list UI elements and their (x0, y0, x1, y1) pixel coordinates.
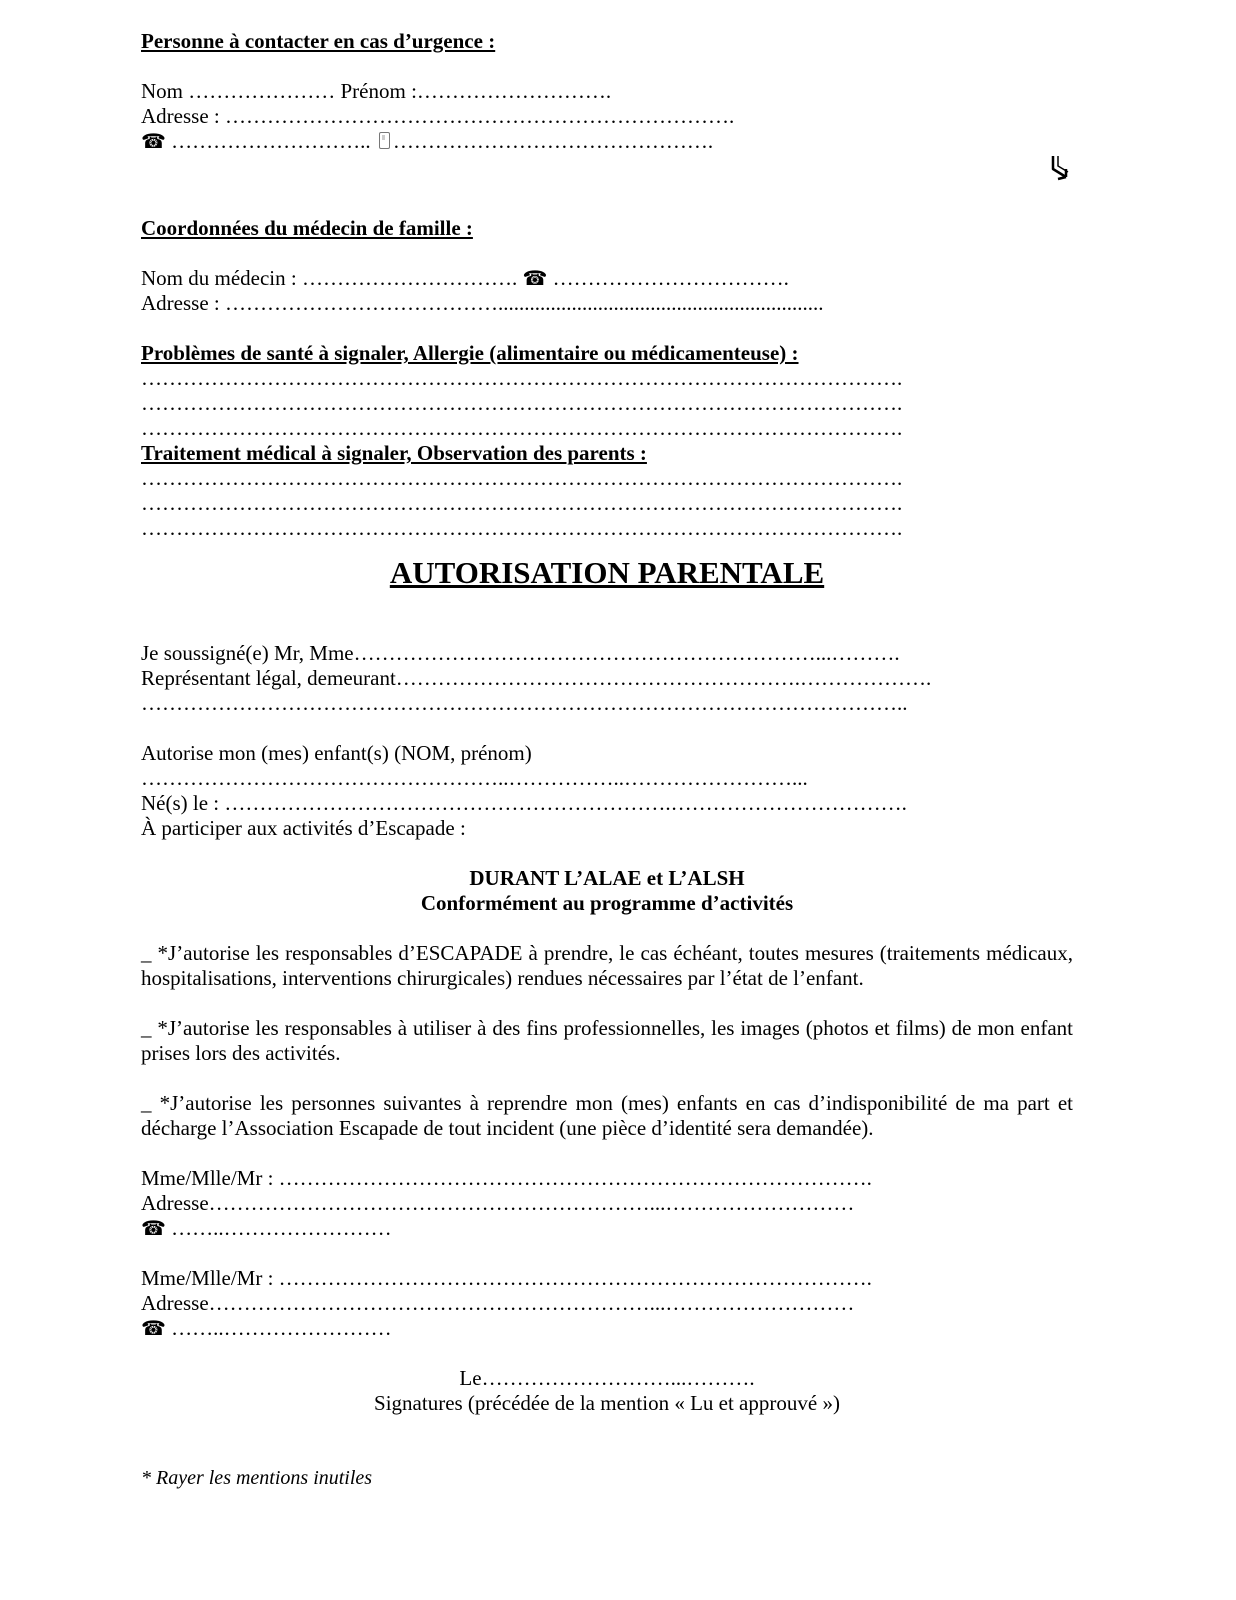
health-line: ………………………………………………………………………………………………. (141, 366, 903, 390)
person-address-field: Adresse………………………………………………………...……………………… (141, 1191, 855, 1215)
signature-mention: Signatures (précédée de la mention « Lu et approuvé ») (374, 1391, 840, 1415)
person-name-field: Mme/Mlle/Mr : …………………………………………………………………………. (141, 1266, 872, 1290)
doctor-address-field: Adresse : ………………………………….............................................................. (141, 291, 824, 315)
person-phone-dots: ……..…………………… (165, 1216, 392, 1240)
treatment-line: ………………………………………………………………………………………………. (141, 516, 903, 540)
doctor-name-field (141, 266, 1073, 291)
person-phone-dots: ……..…………………… (165, 1316, 392, 1340)
person-phone-field (141, 1316, 1073, 1341)
doctor-phone-dots: ……………………………. (547, 266, 789, 290)
treatment-line: ………………………………………………………………………………………………. (141, 491, 903, 515)
emergency-heading: Personne à contacter en cas d’urgence : (141, 29, 496, 53)
authorization-title: AUTORISATION PARENTALE (389, 555, 825, 590)
birth-date-field: Né(s) le : ……………………………………………………….……………………………. (141, 791, 907, 815)
legal-rep-field: Représentant légal, demeurant………………………………………………….………………. (141, 666, 932, 690)
doctor-name-label: Nom du médecin : …………………………. (141, 266, 523, 290)
telephone-icon: ☎ (141, 131, 166, 153)
period-title: DURANT L’ALAE et L’ALSH (469, 866, 745, 890)
doctor-heading: Coordonnées du médecin de famille : (141, 216, 473, 240)
emergency-mobile-dots: ………………………………………. (392, 129, 714, 153)
person-address-field: Adresse………………………………………………………...……………………… (141, 1291, 855, 1315)
telephone-icon: ☎ (141, 1318, 166, 1340)
telephone-icon: ☎ (141, 1218, 166, 1240)
emergency-phone-field (141, 129, 1073, 154)
authorize-child-label: Autorise mon (mes) enfant(s) (NOM, prénom) (141, 741, 532, 765)
person-phone-field (141, 1216, 1073, 1241)
clause-pickup: _ *J’autorise les personnes suivantes à reprendre mon (mes) enfants en cas d’indisponibilité de ma part et décharge l’Association Escapade de tout incident (une pièce d’identité sera demandée). (141, 1091, 1073, 1140)
treatment-heading: Traitement médical à signaler, Observation des parents : (141, 441, 647, 465)
mobile-phone-icon (379, 132, 390, 149)
emergency-address-field: Adresse : ………………………………………………………………. (141, 104, 735, 128)
health-line: ………………………………………………………………………………………………. (141, 391, 903, 415)
treatment-line: ………………………………………………………………………………………………. (141, 466, 903, 490)
participate-label: À participer aux activités d’Escapade : (141, 816, 466, 840)
health-heading: Problèmes de santé à signaler, Allergie (alimentaire ou médicamenteuse) : (141, 341, 799, 365)
period-subtitle: Conformément au programme d’activités (420, 891, 794, 915)
person-name-field: Mme/Mlle/Mr : …………………………………………………………………………. (141, 1166, 872, 1190)
emergency-phone-dots: ……………………….. (171, 129, 371, 153)
health-line: ………………………………………………………………………………………………. (141, 416, 903, 440)
undersigned-field: Je soussigné(e) Mr, Mme…………………………………………………………...………. (141, 641, 900, 665)
clause-medical: _ *J’autorise les responsables d’ESCAPADE à prendre, le cas échéant, toutes mesures (traitements médicaux, hospitalisations, interventions chirurgicales) rendues nécessaires par l’état de l’enfant. (141, 941, 1073, 990)
clause-images: _ *J’autorise les responsables à utiliser à des fins professionnelles, les images (photos et films) de mon enfant prises lors des activités. (141, 1016, 1073, 1065)
child-name-field: ……………………………………………..……………..……………………... (141, 766, 808, 790)
form-page (141, 29, 1073, 1491)
telephone-icon: ☎ (522, 268, 548, 290)
footnote: * Rayer les mentions inutiles (141, 1467, 373, 1489)
emergency-name-field: Nom ………………… Prénom :………………………. (141, 79, 612, 103)
address-continuation-field: ……………………………………………………………………………………………….. (141, 691, 908, 715)
signature-date-field: Le………………………...………. (459, 1366, 755, 1390)
